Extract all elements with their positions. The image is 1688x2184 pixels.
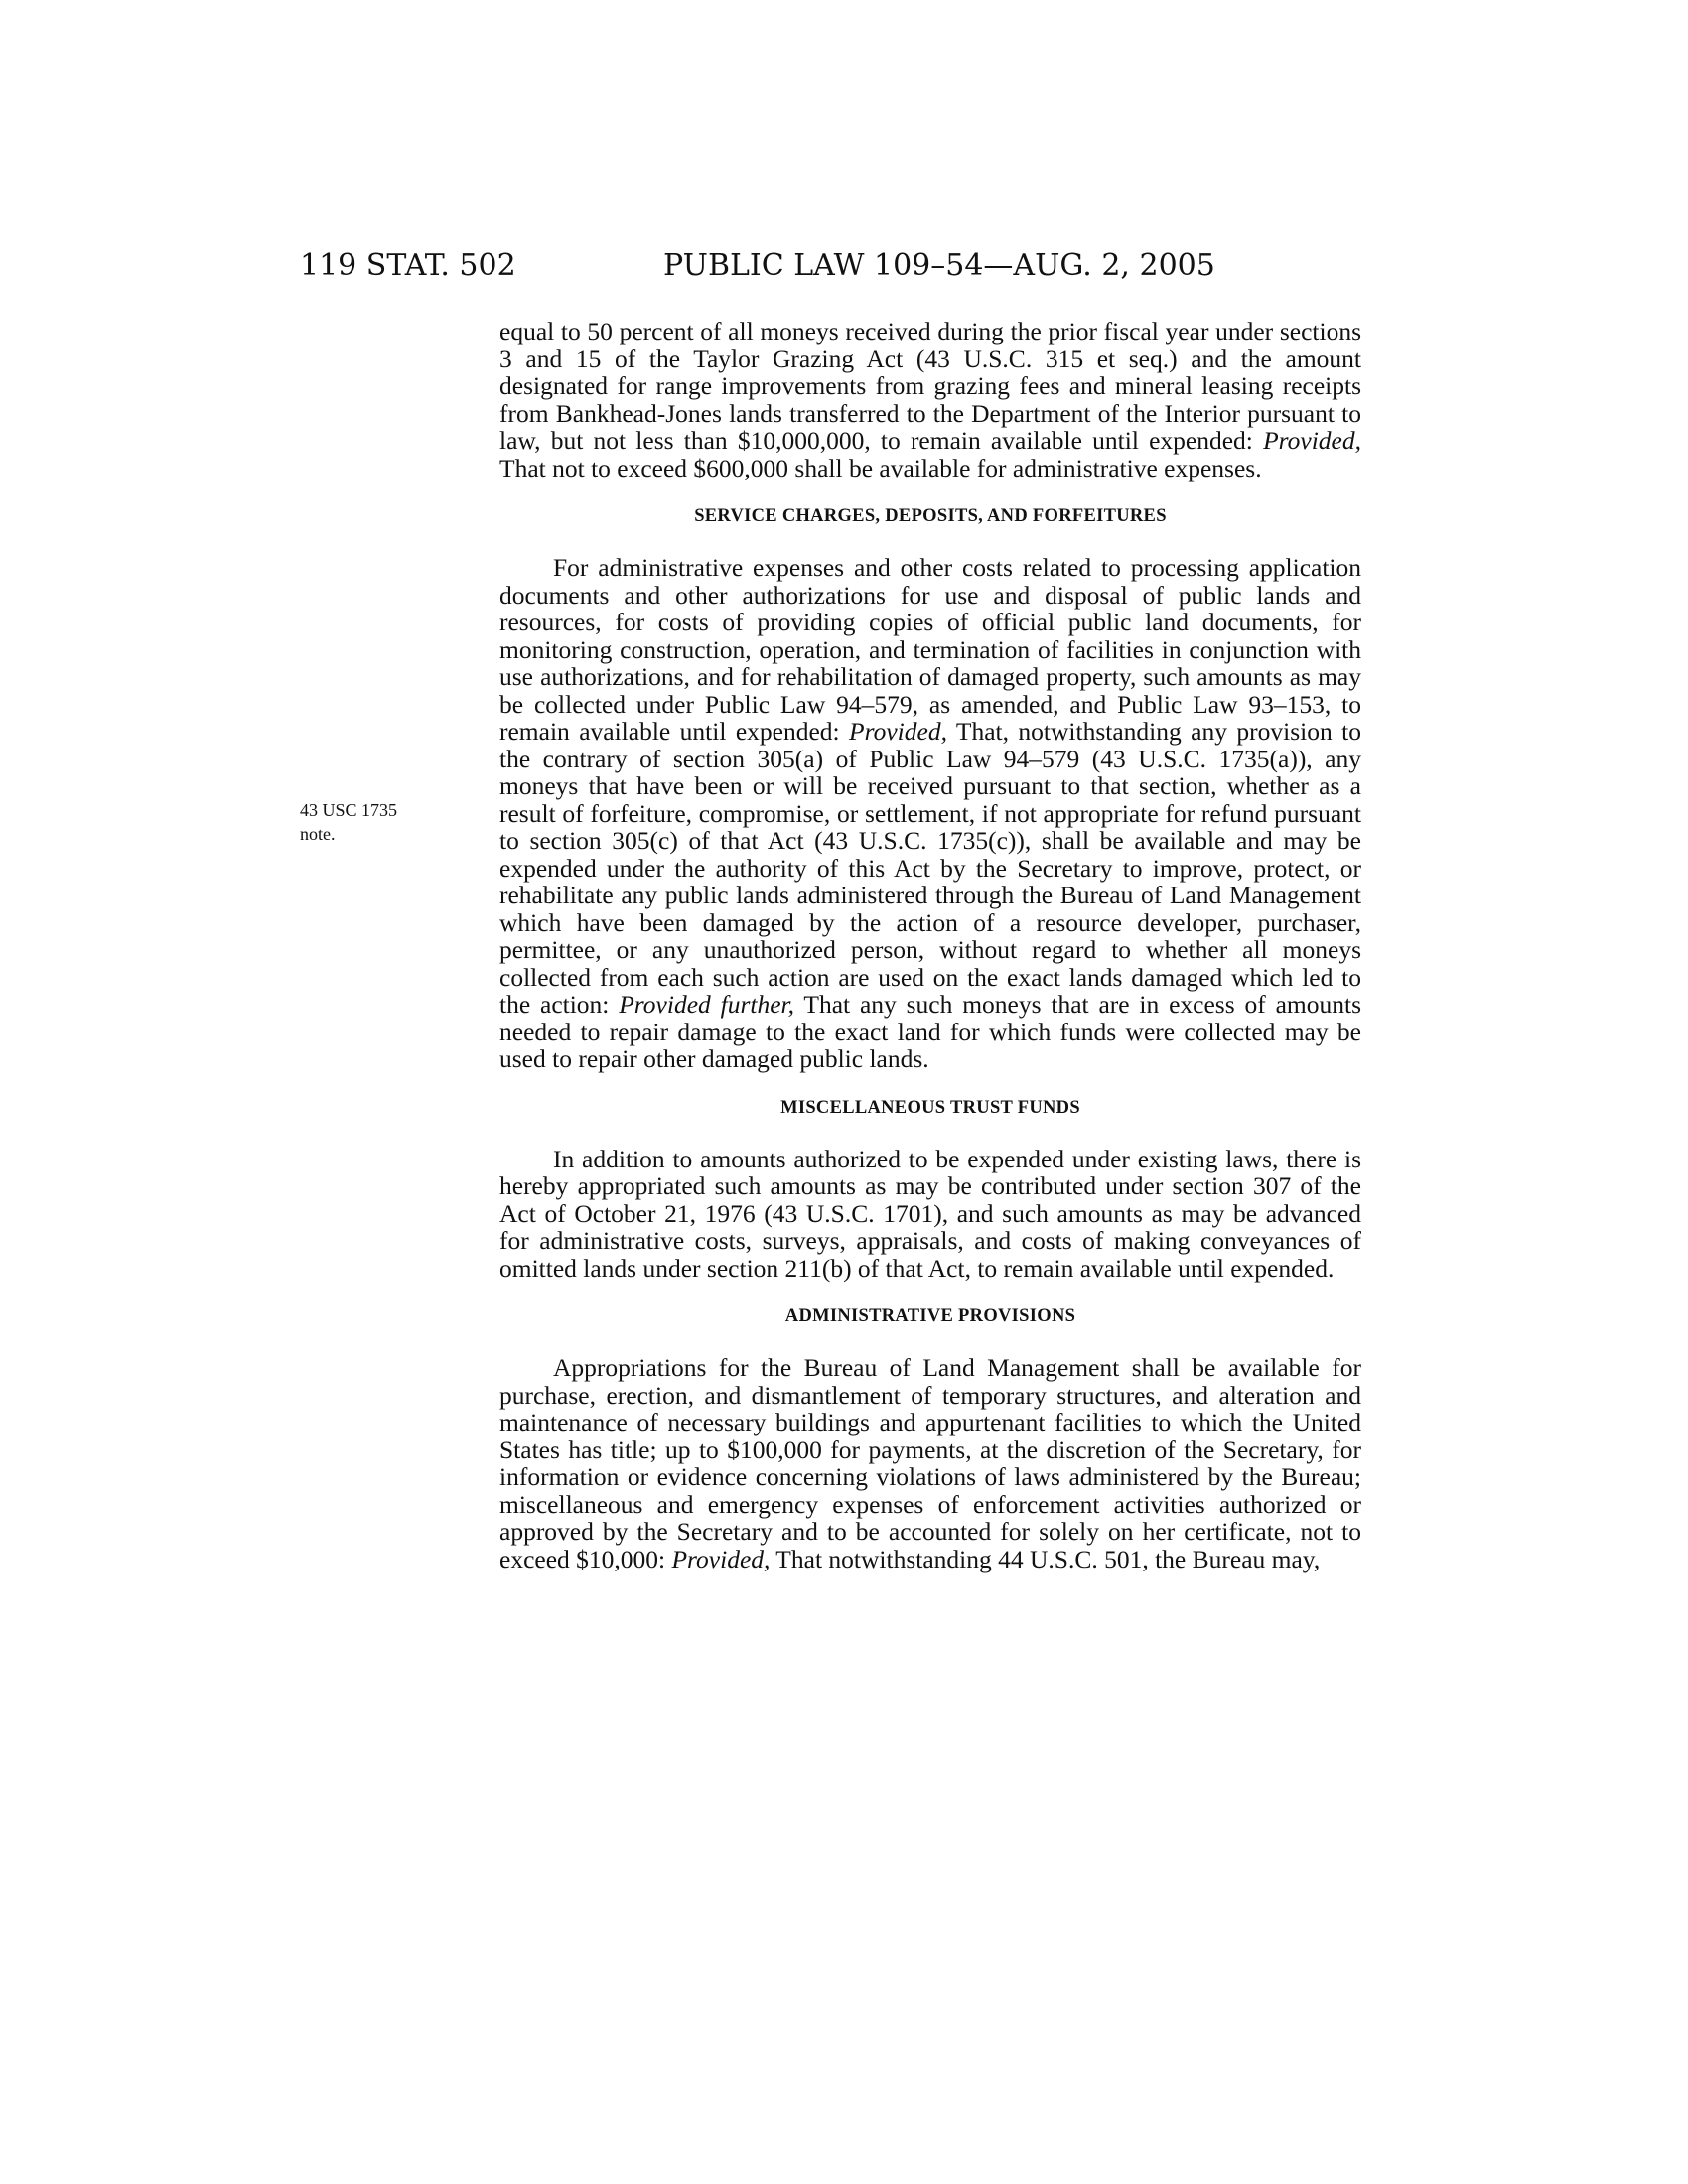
paragraph-text: For administrative expenses and other costs related to processing application documents and other authorizations for use and disposal of public lands and resources, for costs of providing copies of official public land documents, for monitoring construction, operation, and termination of facilities in conjunction with use authorizations, and for rehabilitation of damaged property, such amounts as may be collected under Public Law 94–579, as amended, and Public Law 93–153, to remain available until expended: (499, 553, 1361, 746)
document-body (499, 318, 1361, 1572)
provided-further-emphasis: Provided further, (619, 990, 794, 1019)
heading-administrative-provisions: ADMINISTRATIVE PROVISIONS (784, 1306, 1076, 1326)
heading-service-charges: SERVICE CHARGES, DEPOSITS, AND FORFEITURES (694, 506, 1167, 526)
paragraph-text: equal to 50 percent of all moneys received during the prior fiscal year under sections 3 and 15 of the Taylor Grazing Act (43 U.S.C. 315 et seq.) and the amount designated for range improvements from grazing fees and mineral leasing receipts from Bankhead-Jones lands transferred to the Department of the Interior pursuant to law, but not less than $10,000,000, to remain available until expended: (499, 317, 1361, 455)
margin-citation-note (300, 798, 449, 846)
paragraph-text: That notwithstanding 44 U.S.C. 501, the Bureau may, (770, 1544, 1321, 1573)
heading-misc-trust-funds: MISCELLANEOUS TRUST FUNDS (780, 1097, 1080, 1118)
margin-citation-line: 43 USC 1735 (300, 800, 398, 820)
provided-emphasis: Provided, (849, 717, 947, 746)
paragraph-text: That not to exceed $600,000 shall be available for administrative expenses. (499, 453, 1262, 482)
page-header (300, 248, 1362, 288)
provided-emphasis: Provided, (1263, 426, 1361, 455)
provided-emphasis: Provided, (671, 1544, 771, 1573)
paragraph-continuation (499, 318, 1361, 481)
paragraph-text: In addition to amounts authorized to be expended under existing laws, there is hereby appropriated such amounts as may be contributed under section 307 of the Act of October 21, 1976 (43 U.S.C. 1701), and such amounts as may be advanced for administrative costs, surveys, appraisals, and costs of making conveyances of omitted lands under section 211(b) of that Act, to remain available until expended. (499, 1144, 1361, 1283)
paragraph-text: That, notwithstanding any provision to the contrary of section 305(a) of Public Law 94–579 (43 U.S.C. 1735(a)), any moneys that have been or will be received pursuant to that section, whether as a result of forfeiture, compromise, or settlement, if not appropriate for refund pursuant to section 305(c) of that Act (43 U.S.C. 1735(c)), shall be available and may be expended under the authority of this Act by the Secretary to improve, protect, or rehabilitate any public lands administered through the Bureau of Land Management which have been damaged by the action of a resource developer, purchaser, permittee, or any unauthorized person, without regard to whether all moneys collected from each such action are used on the exact lands damaged which led to the action: (499, 717, 1361, 1019)
paragraph-misc-trust-funds (499, 1146, 1361, 1283)
paragraph-text: That any such moneys that are in excess of amounts needed to repair damage to the exact land for which funds were collected may be used to repair other damaged public lands. (499, 990, 1361, 1073)
public-law-title: PUBLIC LAW 109–54—AUG. 2, 2005 (663, 248, 1215, 283)
paragraph-text: Appropriations for the Bureau of Land Management shall be available for purchase, erection, and dismantlement of temporary structures, and alteration and maintenance of necessary buildings and appurtenant facilities to which the United States has title; up to $100,000 for payments, at the discretion of the Secretary, for information or evidence concerning violations of laws administered by the Bureau; miscellaneous and emergency expenses of enforcement activities authorized or approved by the Secretary and to be accounted for solely on her certificate, not to exceed $10,000: (499, 1353, 1361, 1573)
margin-citation-note-word: note. (300, 824, 336, 844)
statute-page-number: 119 STAT. 502 (300, 248, 516, 283)
paragraph-administrative-provisions (499, 1354, 1361, 1572)
paragraph-service-charges (499, 554, 1361, 1073)
